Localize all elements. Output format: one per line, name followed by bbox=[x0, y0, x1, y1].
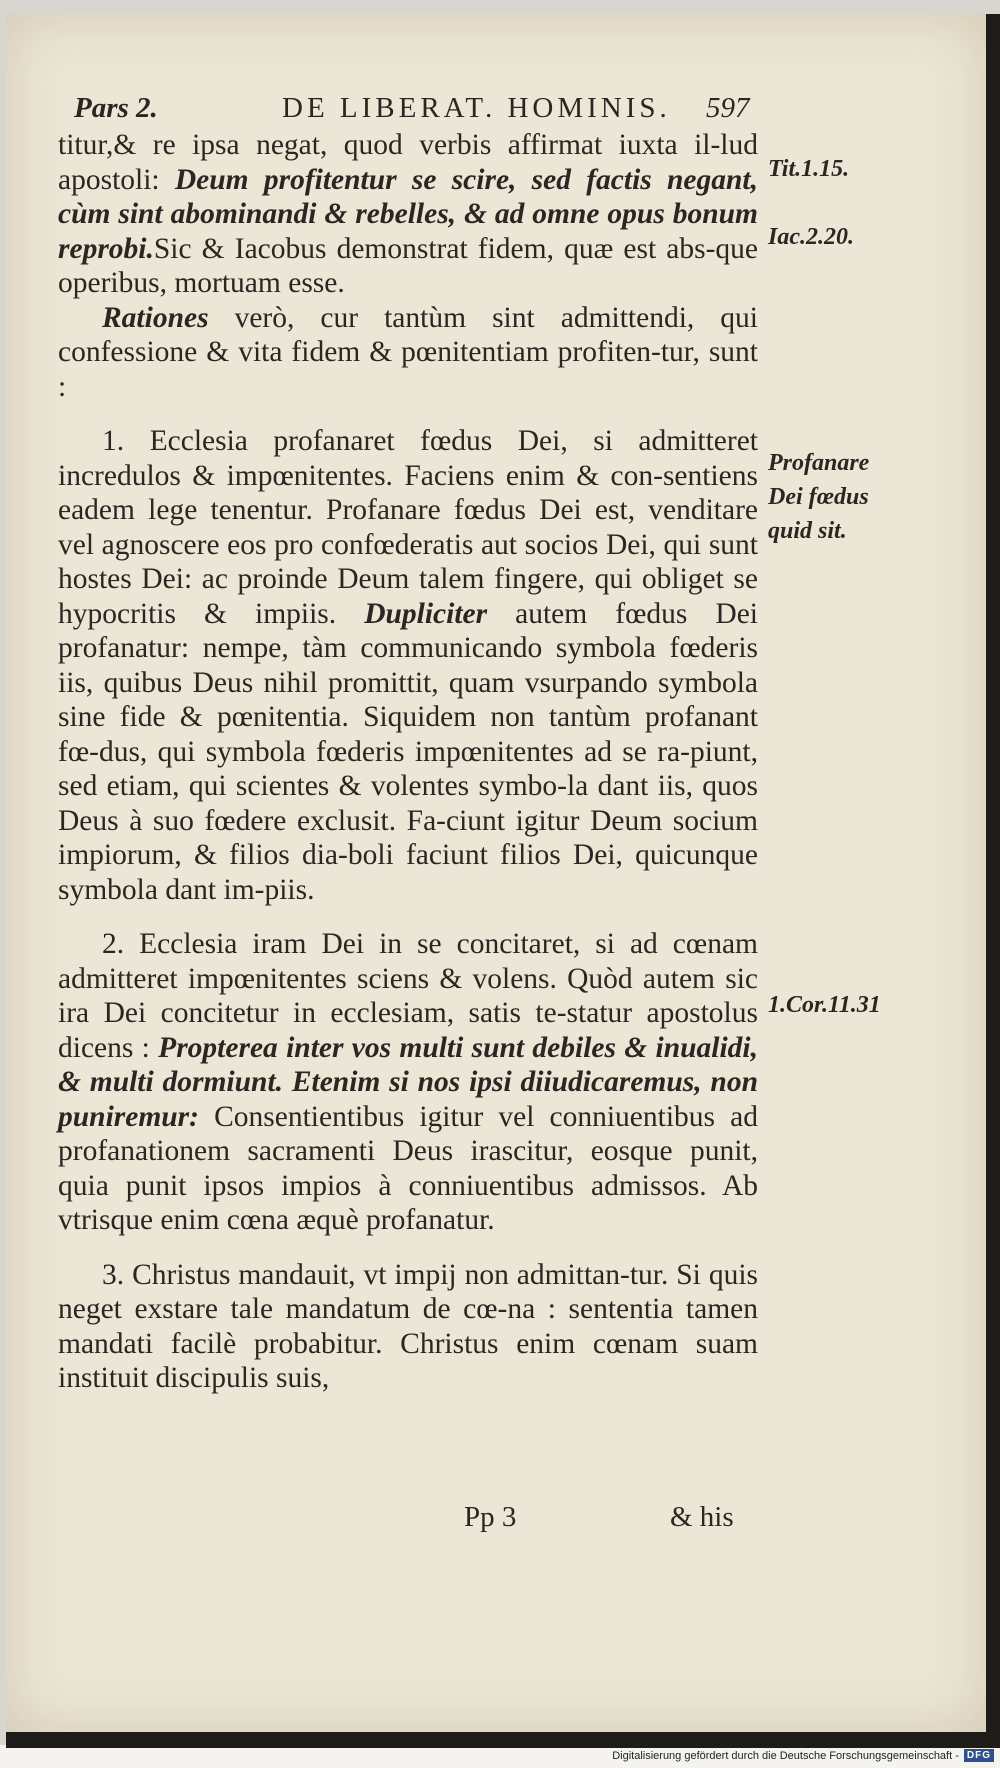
running-title: DE LIBERAT. HOMINIS. bbox=[282, 92, 671, 124]
page-number: 597 bbox=[706, 92, 750, 124]
digitization-credit bbox=[612, 1749, 994, 1762]
margin-note-profanare: Profanare bbox=[768, 450, 870, 476]
text-run: 3. Christus mandauit, vt impij non admittan-tur. Si quis neget exstare tale mandatum de cœ-na : sententia tamen mandati facilè probabitur. Christus enim cœnam suam instituit discipulis suis, bbox=[58, 1258, 758, 1394]
paragraph-point-3 bbox=[58, 1258, 758, 1396]
text-run: Consentientibus igitur vel conniuentibus ad profanationem sacramenti Deus irascitur, eosque punit, quia punit ipsos impios à conniuentibus admissos. Ab vtrisque enim cœna æquè profanatur. bbox=[58, 1100, 758, 1236]
emphasis-rationes: Rationes bbox=[102, 301, 209, 334]
quotation-corinthians: Propterea inter vos multi sunt debiles & inualidi, & multi dormiunt. Etenim si nos ipsi diiudicaremus, non puniremur: bbox=[58, 1031, 759, 1133]
paragraph-point-2 bbox=[58, 927, 758, 1238]
paragraph-2 bbox=[58, 301, 758, 405]
dfg-logo: DFG bbox=[964, 1749, 994, 1762]
quotation-titus: Deum profitentur se scire, sed factis negant, cùm sint abominandi & rebelles, & ad omne opus bonum reprobi. bbox=[58, 163, 758, 265]
emphasis-dupliciter: Dupliciter bbox=[364, 597, 488, 630]
text-run: 2. Ecclesia iram Dei in se concitaret, si ad cœnam admitteret impœnitentes sciens & volens. Quòd autem sic ira Dei concitetur in ecclesiam, satis te-statur apostolus dicens : bbox=[58, 928, 758, 1064]
page-footer bbox=[460, 1501, 760, 1537]
margin-note-dei-foedus: Dei fœdus bbox=[768, 484, 869, 510]
credit-text: Digitalisierung gefördert durch die Deutsche Forschungsgemeinschaft - bbox=[612, 1749, 959, 1762]
main-text bbox=[58, 128, 758, 1396]
text-run: autem fœdus Dei profanatur: nempe, tàm communicando symbola fœderis iis, quibus Deus nihil promittit, quam vsurpando symbola sine fide & pœnitentia. Siquidem non tantùm profanant fœ-dus, qui symbola fœderis impœnitentes ad se ra-piunt, sed etiam, qui scientes & volentes symbo-la dant iis, quos Deus à suo fœdere exclusit. Fa-ciunt igitur Deum socium impiorum, & filios dia-boli faciunt filios Dei, quicunque symbola dant im-piis. bbox=[58, 597, 758, 906]
book-page bbox=[6, 14, 1000, 1748]
signature-mark: Pp 3 bbox=[464, 1501, 517, 1533]
running-header bbox=[70, 82, 760, 126]
margin-note-quid-sit: quid sit. bbox=[768, 518, 847, 544]
margin-note-corinthians: 1.Cor.11.31 bbox=[768, 992, 881, 1018]
margin-note-titus: Tit.1.15. bbox=[768, 156, 850, 182]
text-run: verò, cur tantùm sint admittendi, qui confessione & vita fidem & pœnitentiam profiten-tur, sunt : bbox=[58, 301, 758, 403]
paragraph-1 bbox=[58, 128, 758, 301]
text-run: 1. Ecclesia profanaret fœdus Dei, si admitteret incredulos & impœnitentes. Faciens enim & con-sentiens eadem lege tenentur. Profanare fœdus Dei est, venditare vel agnoscere eos pro confœderatis aut socios Dei, qui sunt hostes Dei: ac proinde Deum talem fingere, qui obliget se hypocritis & impiis. bbox=[58, 425, 758, 630]
catchword: & his bbox=[670, 1501, 734, 1533]
margin-note-iacobus: Iac.2.20. bbox=[768, 224, 854, 250]
text-run: Sic & Iacobus demonstrat fidem, quæ est abs-que operibus, mortuam esse. bbox=[58, 232, 758, 299]
paragraph-point-1 bbox=[58, 424, 758, 907]
text-run: titur,& re ipsa negat, quod verbis affirmat iuxta il-lud apostoli: bbox=[58, 129, 758, 196]
part-label: Pars 2. bbox=[74, 92, 158, 124]
